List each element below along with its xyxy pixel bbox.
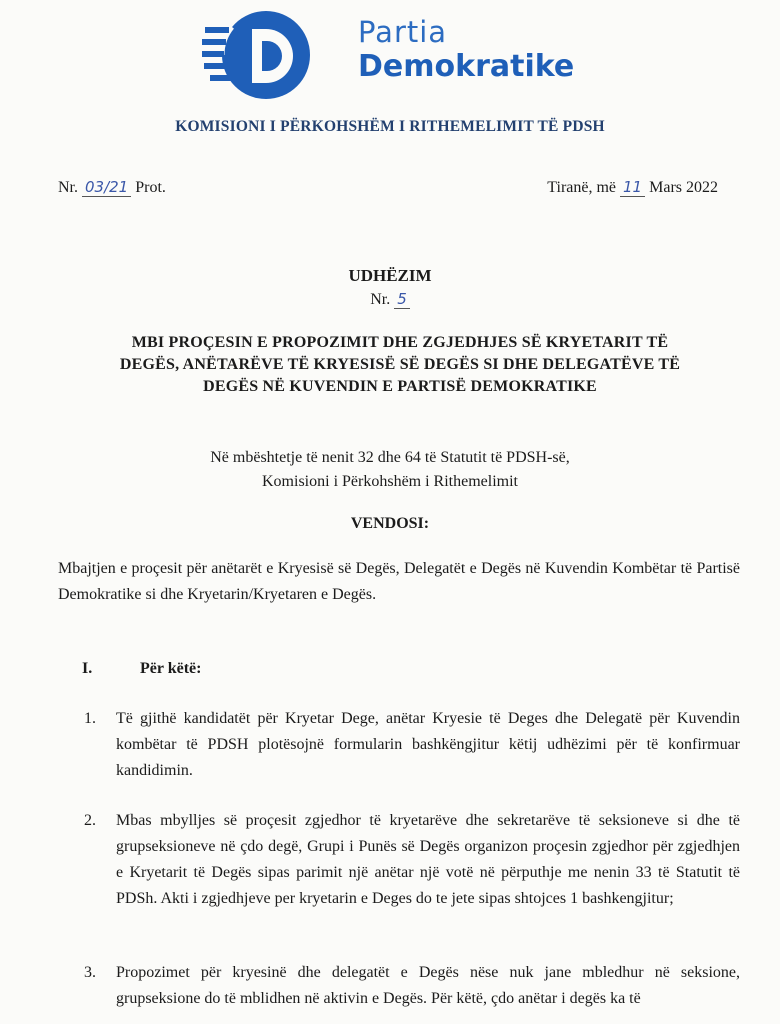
date-place: Tiranë, më	[547, 179, 617, 196]
list-item	[84, 808, 740, 912]
date-day: 11	[620, 178, 645, 197]
list-item-text: Propozimet për kryesinë dhe delegatët e Degës nëse nuk jane mbledhur në seksione, grupseksione do të mblidhen në aktivin e Degës. Për këtë, çdo anëtar i degës ka të	[116, 964, 740, 1007]
instruction-number-value: 5	[394, 290, 410, 309]
logo-line-partia: Partia	[358, 15, 448, 49]
section-number: I.	[82, 660, 93, 677]
logo-emblem-icon	[200, 5, 330, 101]
document-date	[547, 178, 718, 197]
date-month-year: Mars 2022	[649, 179, 718, 196]
list-item-text: Të gjithë kandidatët për Kryetar Dege, anëtar Kryesie të Deges dhe Delegatë për Kuvendin kombëtar të PDSH plotësojnë formularin bashkëngjitur këtij udhëzimi për të konfirmuar kandidimin.	[116, 710, 740, 779]
logo-line-demokratike: Demokratike	[358, 49, 575, 84]
legal-basis-line: Në mbështetje të nenit 32 dhe 64 të Statutit të PDSH-së,	[210, 449, 570, 466]
protocol-suffix: Prot.	[135, 179, 166, 196]
legal-basis	[0, 446, 780, 494]
instruction-number-prefix: Nr.	[370, 291, 391, 308]
party-logo	[200, 5, 610, 101]
protocol-number	[58, 178, 166, 197]
section-heading	[82, 660, 201, 678]
document-title: UDHËZIM	[348, 266, 432, 285]
list-item-index: 2.	[84, 812, 96, 829]
intro-paragraph: Mbajtjen e proçesit për anëtarët e Kryesisë së Degës, Delegatët e Degës në Kuvendin Kombëtar të Partisë Demokratike si dhe Kryetarin/Kryetaren e Degës.	[58, 560, 740, 603]
committee-name: KOMISIONI I PËRKOHSHËM I RITHEMELIMIT TË PDSH	[175, 118, 605, 135]
list-item-index: 1.	[84, 710, 96, 727]
subject-heading-line: MBI PROÇESIN E PROPOZIMIT DHE ZGJEDHJES SË KRYETARIT TË	[131, 334, 669, 351]
subject-heading	[60, 332, 740, 398]
section-title: Për këtë:	[140, 660, 202, 677]
list-item-index: 3.	[84, 964, 96, 981]
list-item-text: Mbas mbylljes së proçesit zgjedhor të kryetarëve dhe sekretarëve të seksioneve si dhe të grupseksioneve në çdo degë, Grupi i Punës së Degës organizon proçesin zgjedhor për zgjedhjen e Kryetarit të Degës sipas parimit një anëtar një votë në përputhje me nenin 33 të Statutit të PDSh. Akti i zgjedhjeve per kryetarin e Deges do te jete sipas shtojces 1 bashkengjitur;	[116, 812, 740, 907]
subject-heading-line: DEGËS NË KUVENDIN E PARTISË DEMOKRATIKE	[203, 378, 597, 395]
decision-heading: VENDOSI:	[350, 515, 430, 532]
subject-heading-line: DEGËS, ANËTARËVE TË KRYESISË SË DEGËS SI DHE DELEGATËVE TË	[119, 356, 681, 373]
instruction-number	[0, 290, 780, 309]
protocol-value: 03/21	[82, 178, 131, 197]
legal-basis-line: Komisioni i Përkohshëm i Rithemelimit	[262, 473, 518, 490]
list-item	[84, 960, 740, 1012]
list-item	[84, 706, 740, 784]
protocol-prefix: Nr.	[58, 179, 78, 196]
